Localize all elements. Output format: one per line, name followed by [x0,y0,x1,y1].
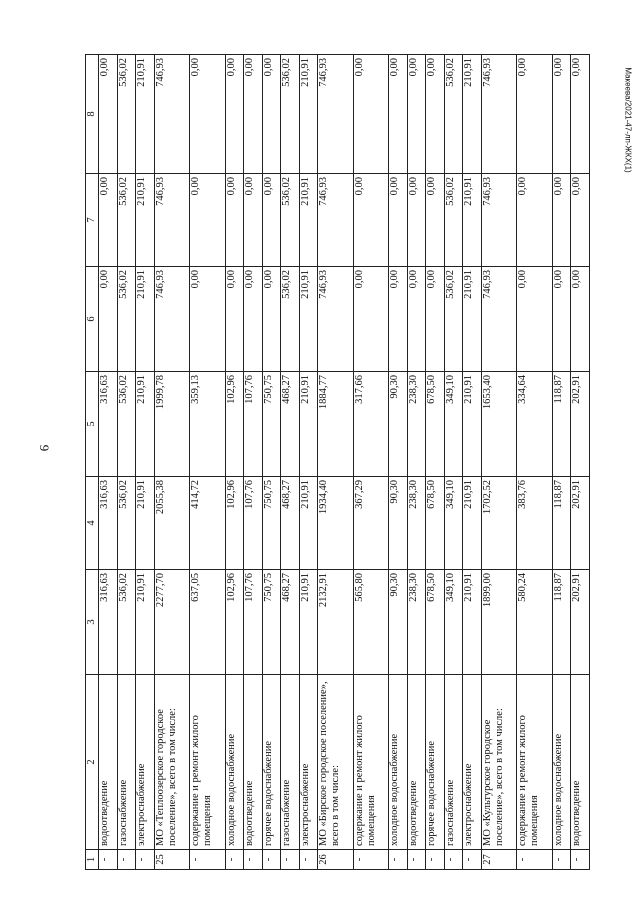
value-cell: 118,87 [552,570,571,675]
rotated-table-container [85,55,590,870]
value-cell: 349,10 [444,372,463,477]
value-cell: 750,75 [262,477,281,570]
value-cell: 0,00 [552,55,571,174]
value-cell: 414,72 [190,477,226,570]
service-name-cell: газоснабжение [281,675,300,850]
table-row [154,55,190,870]
value-cell: 0,00 [353,55,389,174]
value-cell: 90,30 [389,477,408,570]
value-cell: 202,91 [571,570,590,675]
value-cell: 536,02 [117,372,136,477]
row-number-cell: - [407,850,426,870]
value-cell: 349,10 [444,570,463,675]
value-cell: 1702,52 [481,477,517,570]
table-row [318,55,354,870]
value-cell: 1899,00 [481,570,517,675]
value-cell: 536,02 [117,570,136,675]
value-cell: 383,76 [517,477,553,570]
table-row [99,55,118,870]
table-row [225,55,244,870]
value-cell: 0,00 [552,174,571,267]
row-number-cell: - [517,850,553,870]
table-row [117,55,136,870]
table-row [136,55,155,870]
header-cell: 8 [86,55,99,174]
value-cell: 238,30 [407,570,426,675]
service-name-cell: холодное водоснабжение [552,675,571,850]
value-cell: 210,91 [299,477,318,570]
value-cell: 210,91 [463,477,482,570]
table-row [190,55,226,870]
value-cell: 536,02 [117,477,136,570]
value-cell: 316,63 [99,477,118,570]
row-number-cell: - [444,850,463,870]
value-cell: 202,91 [571,372,590,477]
value-cell: 107,76 [244,570,263,675]
value-cell: 0,00 [552,267,571,372]
value-cell: 0,00 [225,55,244,174]
value-cell: 2055,38 [154,477,190,570]
value-cell: 0,00 [407,267,426,372]
tariff-table [85,54,590,870]
header-cell: 2 [86,675,99,850]
table-row [463,55,482,870]
value-cell: 746,93 [318,55,354,174]
value-cell: 0,00 [190,55,226,174]
row-number-cell: - [225,850,244,870]
value-cell: 0,00 [353,267,389,372]
value-cell: 0,00 [426,55,445,174]
header-cell: 4 [86,477,99,570]
row-number-cell: - [244,850,263,870]
row-number-cell: 27 [481,850,517,870]
value-cell: 1934,40 [318,477,354,570]
value-cell: 580,24 [517,570,553,675]
service-name-cell: холодное водоснабжение [389,675,408,850]
value-cell: 0,00 [407,174,426,267]
value-cell: 210,91 [136,267,155,372]
value-cell: 0,00 [517,174,553,267]
value-cell: 107,76 [244,372,263,477]
value-cell: 746,93 [154,55,190,174]
value-cell: 102,96 [225,570,244,675]
service-name-cell: содержание и ремонт жилого помещения [517,675,553,850]
service-name-cell: газоснабжение [117,675,136,850]
value-cell: 678,50 [426,477,445,570]
value-cell: 0,00 [517,55,553,174]
table-row [444,55,463,870]
table-row [481,55,517,870]
value-cell: 0,00 [262,267,281,372]
value-cell: 367,29 [353,477,389,570]
header-row [86,55,99,870]
value-cell: 210,91 [299,267,318,372]
header-cell: 7 [86,174,99,267]
service-name-cell: горячее водоснабжение [426,675,445,850]
value-cell: 536,02 [281,267,300,372]
value-cell: 210,91 [463,267,482,372]
service-name-cell: МО «Культурское городское поселение», всего в том числе: [481,675,517,850]
service-name-cell: холодное водоснабжение [225,675,244,850]
table-row [299,55,318,870]
service-name-cell: водоотведение [244,675,263,850]
header-cell: 1 [86,850,99,870]
table-row [262,55,281,870]
value-cell: 565,80 [353,570,389,675]
value-cell: 0,00 [571,174,590,267]
value-cell: 0,00 [353,174,389,267]
value-cell: 468,27 [281,477,300,570]
row-number-cell: - [281,850,300,870]
service-name-cell: газоснабжение [444,675,463,850]
table-row [552,55,571,870]
value-cell: 750,75 [262,570,281,675]
value-cell: 210,91 [463,174,482,267]
value-cell: 536,02 [444,174,463,267]
table-row [407,55,426,870]
header-cell: 3 [86,570,99,675]
service-name-cell: МО «Теплоозерское городское поселение», всего в том числе: [154,675,190,850]
value-cell: 210,91 [136,372,155,477]
value-cell: 0,00 [262,174,281,267]
value-cell: 210,91 [299,372,318,477]
service-name-cell: электроснабжение [463,675,482,850]
value-cell: 0,00 [389,55,408,174]
value-cell: 210,91 [136,477,155,570]
value-cell: 316,63 [99,372,118,477]
table-row [517,55,553,870]
value-cell: 0,00 [190,267,226,372]
table-row [426,55,445,870]
value-cell: 316,63 [99,570,118,675]
value-cell: 0,00 [190,174,226,267]
row-number-cell: - [99,850,118,870]
header-cell: 6 [86,267,99,372]
table-body [99,55,590,870]
row-number-cell: - [571,850,590,870]
value-cell: 0,00 [99,267,118,372]
value-cell: 349,10 [444,477,463,570]
service-name-cell: горячее водоснабжение [262,675,281,850]
value-cell: 1999,78 [154,372,190,477]
row-number-cell: - [463,850,482,870]
value-cell: 536,02 [281,174,300,267]
value-cell: 0,00 [571,267,590,372]
table-row [281,55,300,870]
value-cell: 0,00 [225,267,244,372]
value-cell: 0,00 [426,267,445,372]
value-cell: 536,02 [117,267,136,372]
service-name-cell: водоотведение [99,675,118,850]
header-cell: 5 [86,372,99,477]
value-cell: 678,50 [426,570,445,675]
value-cell: 210,91 [463,55,482,174]
table-row [353,55,389,870]
value-cell: 746,93 [154,267,190,372]
service-name-cell: водоотведение [407,675,426,850]
value-cell: 637,05 [190,570,226,675]
value-cell: 0,00 [426,174,445,267]
service-name-cell: содержание и ремонт жилого помещения [190,675,226,850]
value-cell: 0,00 [571,55,590,174]
value-cell: 102,96 [225,477,244,570]
service-name-cell: электроснабжение [299,675,318,850]
table-row [389,55,408,870]
row-number-cell: - [136,850,155,870]
value-cell: 107,76 [244,477,263,570]
value-cell: 334,64 [517,372,553,477]
row-number-cell: - [552,850,571,870]
value-cell: 746,93 [481,174,517,267]
value-cell: 210,91 [463,372,482,477]
value-cell: 90,30 [389,372,408,477]
value-cell: 317,66 [353,372,389,477]
value-cell: 102,96 [225,372,244,477]
service-name-cell: водоотведение [571,675,590,850]
service-name-cell: содержание и ремонт жилого помещения [353,675,389,850]
value-cell: 210,91 [136,55,155,174]
value-cell: 0,00 [389,267,408,372]
value-cell: 1884,77 [318,372,354,477]
value-cell: 210,91 [136,570,155,675]
value-cell: 238,30 [407,372,426,477]
value-cell: 0,00 [225,174,244,267]
service-name-cell: электроснабжение [136,675,155,850]
value-cell: 210,91 [299,174,318,267]
value-cell: 0,00 [99,55,118,174]
value-cell: 90,30 [389,570,408,675]
row-number-cell: - [353,850,389,870]
value-cell: 0,00 [244,267,263,372]
document-code: Макеева/2021-47-лп-ЖКХ(1) [623,67,633,173]
row-number-cell: - [190,850,226,870]
value-cell: 210,91 [463,570,482,675]
value-cell: 746,93 [154,174,190,267]
row-number-cell: - [117,850,136,870]
value-cell: 210,91 [299,570,318,675]
value-cell: 678,50 [426,372,445,477]
value-cell: 202,91 [571,477,590,570]
row-number-cell: - [262,850,281,870]
value-cell: 0,00 [99,174,118,267]
value-cell: 536,02 [444,55,463,174]
row-number-cell: - [426,850,445,870]
value-cell: 750,75 [262,372,281,477]
value-cell: 2132,91 [318,570,354,675]
value-cell: 746,93 [318,174,354,267]
value-cell: 746,93 [481,267,517,372]
value-cell: 746,93 [481,55,517,174]
value-cell: 0,00 [262,55,281,174]
value-cell: 0,00 [407,55,426,174]
page-number: 9 [37,444,52,452]
value-cell: 118,87 [552,477,571,570]
value-cell: 536,02 [117,174,136,267]
value-cell: 536,02 [281,55,300,174]
row-number-cell: 26 [318,850,354,870]
value-cell: 0,00 [389,174,408,267]
value-cell: 746,93 [318,267,354,372]
value-cell: 0,00 [244,55,263,174]
value-cell: 238,30 [407,477,426,570]
service-name-cell: МО «Бирское городское поселение», всего в том числе: [318,675,354,850]
value-cell: 210,91 [136,174,155,267]
table-row [571,55,590,870]
row-number-cell: - [389,850,408,870]
value-cell: 359,13 [190,372,226,477]
table-row [244,55,263,870]
value-cell: 1653,40 [481,372,517,477]
value-cell: 210,91 [299,55,318,174]
value-cell: 536,02 [117,55,136,174]
row-number-cell: - [299,850,318,870]
value-cell: 468,27 [281,570,300,675]
value-cell: 468,27 [281,372,300,477]
value-cell: 118,87 [552,372,571,477]
value-cell: 0,00 [517,267,553,372]
value-cell: 2277,70 [154,570,190,675]
value-cell: 536,02 [444,267,463,372]
value-cell: 0,00 [244,174,263,267]
row-number-cell: 25 [154,850,190,870]
